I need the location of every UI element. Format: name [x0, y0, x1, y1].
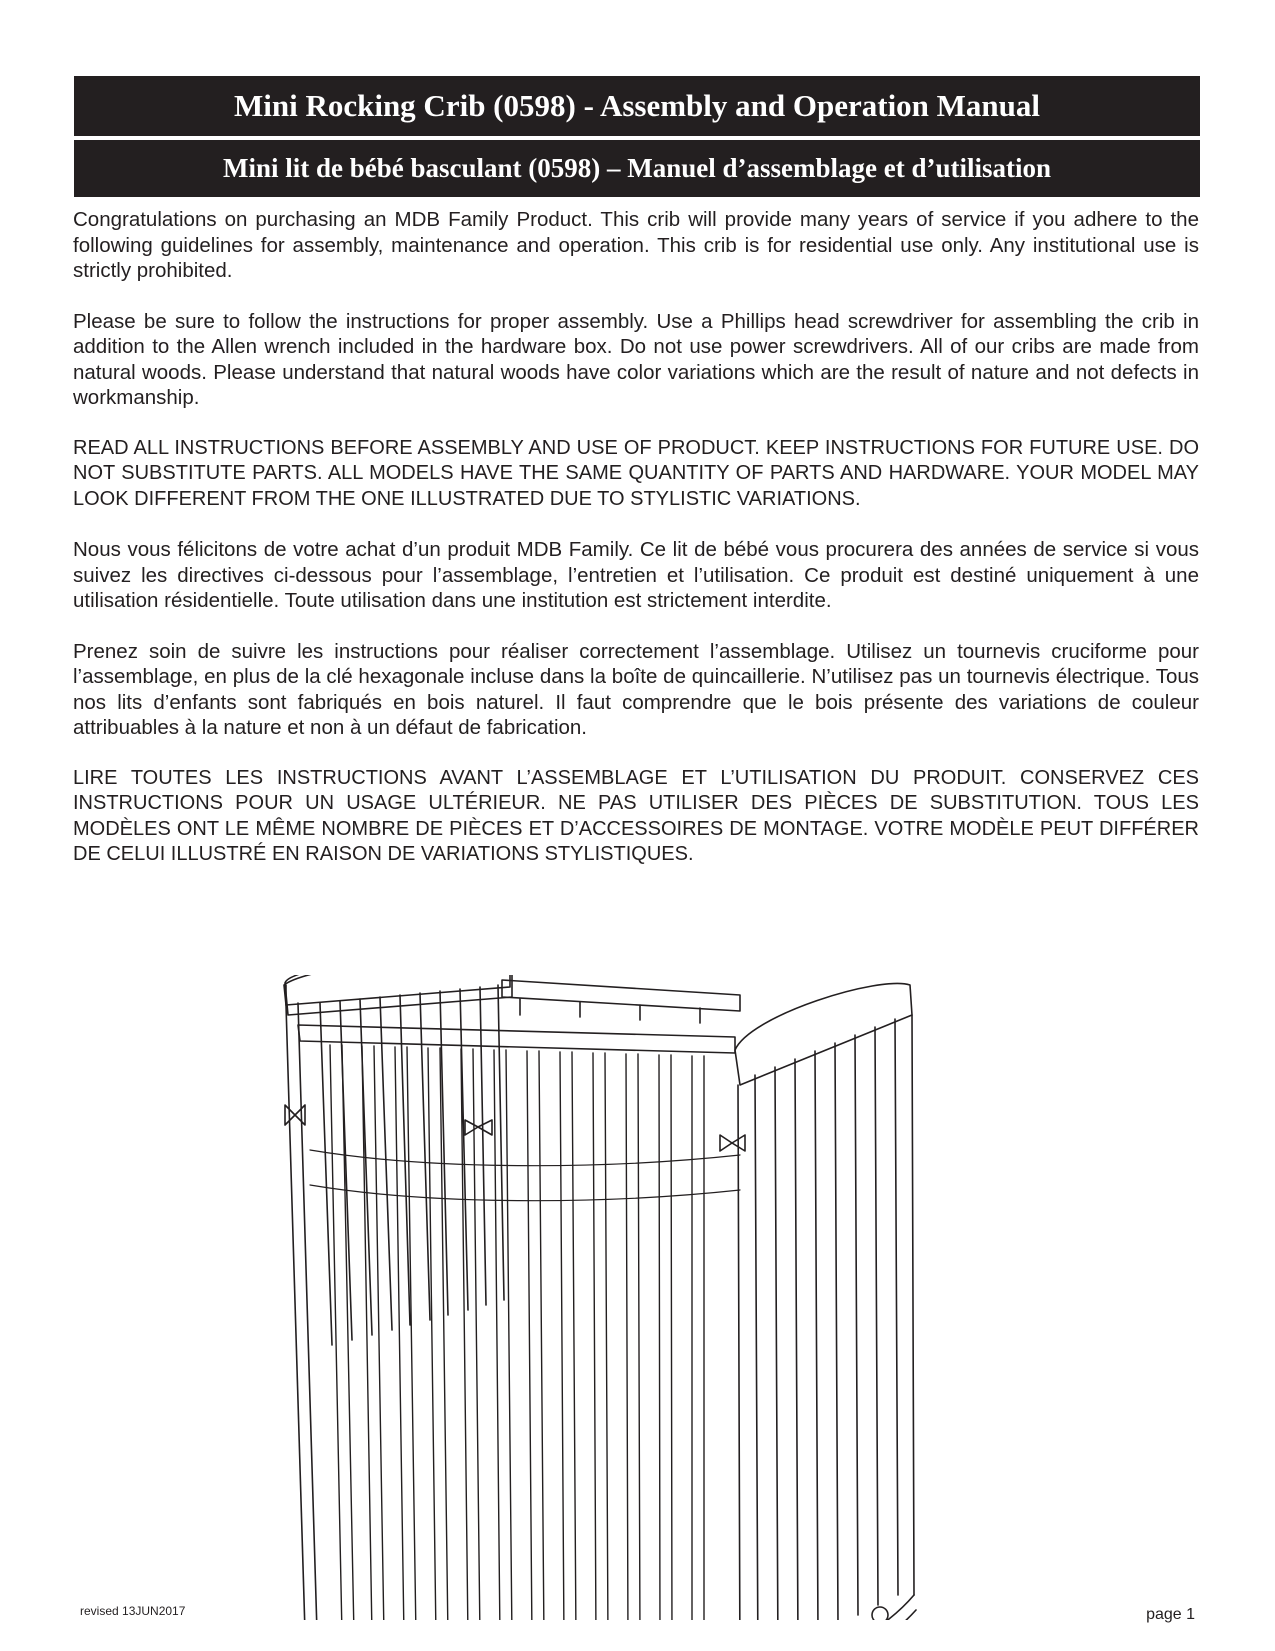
- paragraph-warning-en: READ ALL INSTRUCTIONS BEFORE ASSEMBLY AND USE OF PRODUCT. KEEP INSTRUCTIONS FOR FUTURE USE. DO NOT SUBSTITUTE PARTS. ALL MODELS HAVE THE SAME QUANTITY OF PARTS AND HARDWARE. YOUR MODEL MAY LOOK DIFFERENT FROM THE ONE ILLUSTRATED DUE TO STYLISTIC VARIATIONS.: [73, 436, 1199, 510]
- right-end-top: [735, 983, 912, 1085]
- bow-right: [720, 1135, 745, 1151]
- title-french: Mini lit de bébé basculant (0598) – Manuel d’assemblage et d’utilisation: [74, 140, 1200, 197]
- crib-illustration: [280, 975, 1000, 1620]
- left-headboard: [285, 975, 512, 1015]
- front-slats: [330, 1045, 704, 1620]
- title-english: Mini Rocking Crib (0598) - Assembly and Operation Manual: [74, 76, 1200, 136]
- paragraph-assembly-fr: Prenez soin de suivre les instructions pour réaliser correctement l’assemblage. Utilisez un tournevis cruciforme pour l’assemblage, en plus de la clé hexagonale incluse dans la boîte de quincaillerie. N’utilisez pas un tournevis électrique. Tous nos lits d’enfants sont fabriqués en bois naturel. Il faut comprendre que le bois présente des variations de couleur attribuables à la nature et non à un défaut de fabrication.: [73, 639, 1199, 739]
- paragraph-congratulations-fr: Nous vous félicitons de votre achat d’un produit MDB Family. Ce lit de bébé vous procurera des années de service si vous suivez les directives ci-dessous pour l’assemblage, l’entretien et l’utilisation. Ce produit est destiné uniquement à une utilisation résidentielle. Toute utilisation dans une institution est strictement interdite.: [73, 538, 1199, 612]
- caster-back-right: [872, 1607, 888, 1620]
- bow-center: [465, 1120, 492, 1135]
- paragraph-assembly-en: Please be sure to follow the instructions for proper assembly. Use a Phillips head screwdriver for assembling the crib in addition to the Allen wrench included in the hardware box. Do not use power screwdrivers. All of our cribs are made from natural woods. Please understand that natural woods have color variations which are the result of nature and not defects in workmanship.: [73, 309, 1199, 409]
- paragraph-congratulations-en: Congratulations on purchasing an MDB Family Product. This crib will provide many years of service if you adhere to the following guidelines for assembly, maintenance and operation. This crib is for residential use only. Any institutional use is strictly prohibited.: [73, 208, 1199, 282]
- front-top-rail: [298, 1025, 735, 1053]
- paragraph-warning-fr: LIRE TOUTES LES INSTRUCTIONS AVANT L’ASSEMBLAGE ET L’UTILISATION DU PRODUIT. CONSERVEZ CES INSTRUCTIONS POUR UN USAGE ULTÉRIEUR. NE PAS UTILISER DES PIÈCES DE SUBSTITUTION. TOUS LES MODÈLES ONT LE MÊME NOMBRE DE PIÈCES ET D’ACCESSOIRES DE MONTAGE. VOTRE MODÈLE PEUT DIFFÉRER DE CELUI ILLUSTRÉ EN RAISON DE VARIATIONS STYLISTIQUES.: [73, 766, 1199, 865]
- right-end-slats: [755, 1019, 898, 1620]
- intro-text: [73, 207, 1199, 893]
- back-rail: [502, 980, 740, 1011]
- revision-date: revised 13JUN2017: [80, 1604, 186, 1618]
- mattress: [310, 1150, 740, 1166]
- page-number: page 1: [1146, 1606, 1195, 1623]
